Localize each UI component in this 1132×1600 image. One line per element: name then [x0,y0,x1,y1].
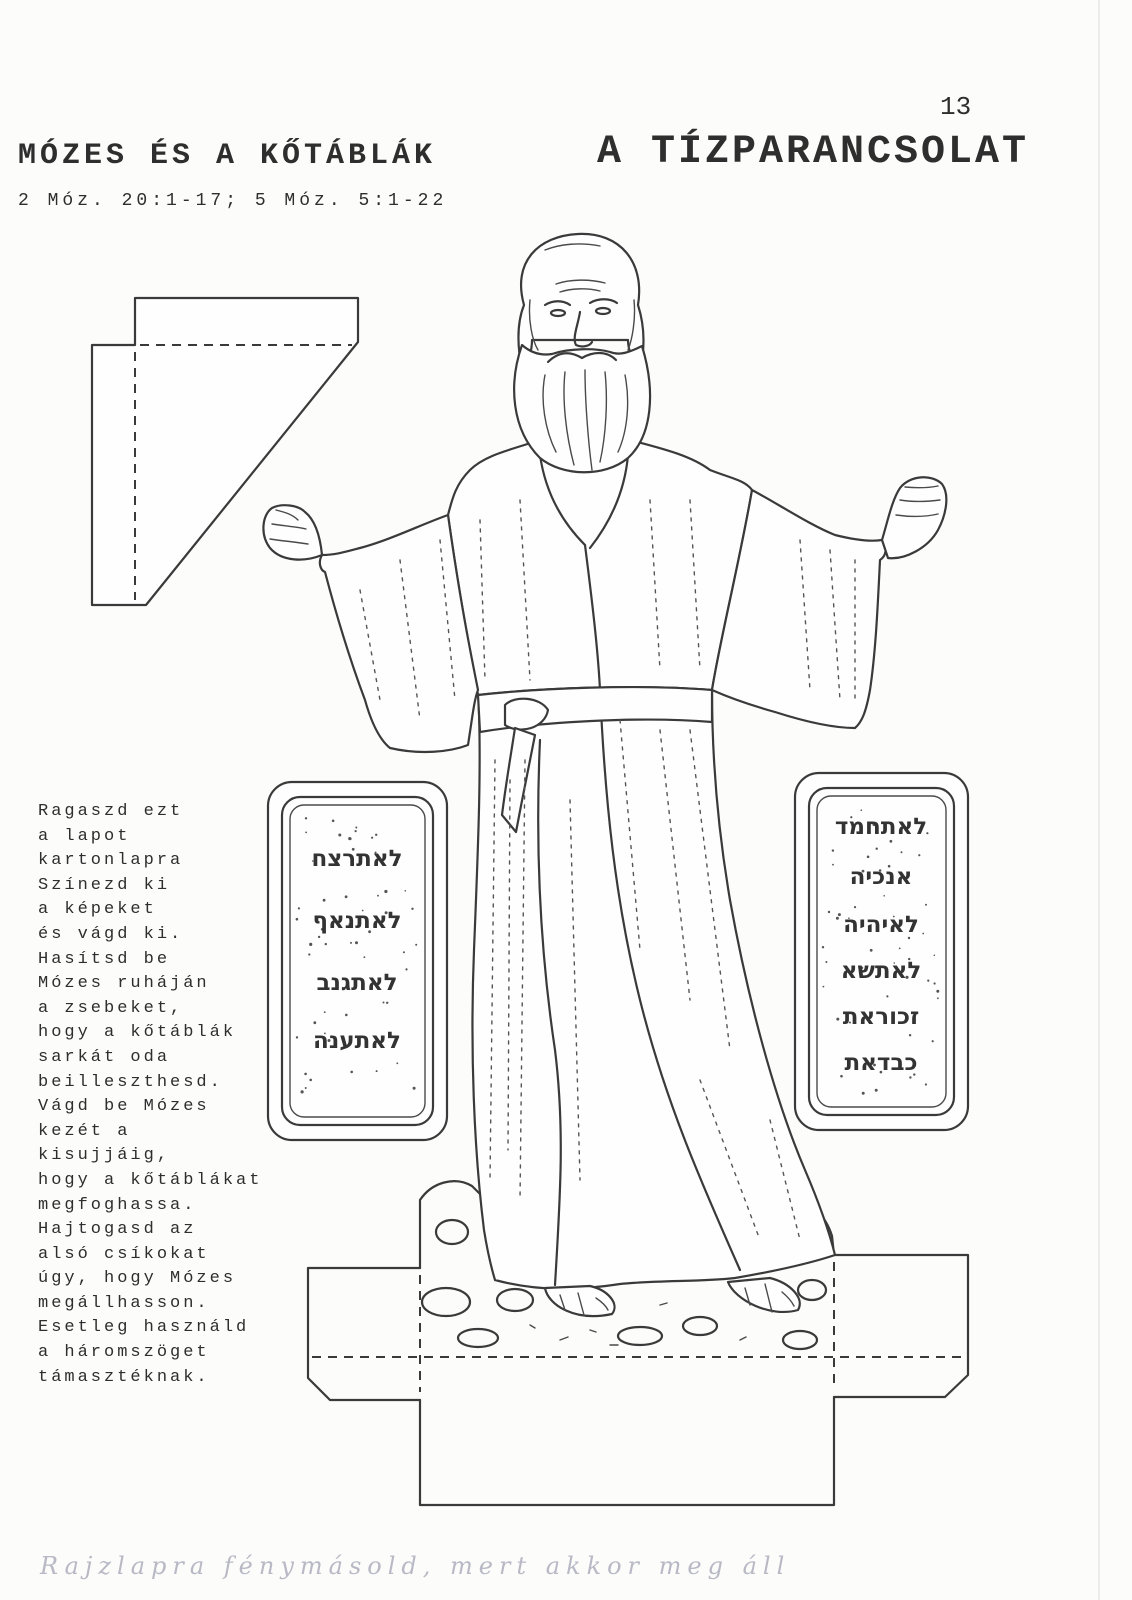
rock [798,1280,826,1300]
instruction-line: alsó csíkokat [38,1244,210,1264]
stipple-dot [861,809,863,811]
stipple-dot [332,820,335,823]
left-sleeve [320,515,478,752]
stipple-dot [338,834,341,837]
bottom-panel [420,1397,834,1505]
stipple-dot [375,834,377,836]
stipple-dot [937,997,939,999]
rock [458,1329,498,1347]
right-tablet-line-4: לאתשא [840,958,922,984]
right-tablet-line-2: אנכיה [849,864,913,890]
instruction-line: hogy a kőtáblák [38,1023,237,1043]
stipple-dot [899,948,901,950]
bible-reference: 2 Móz. 20:1-17; 5 Móz. 5:1-22 [18,191,448,211]
instruction-line: sarkát oda [38,1047,171,1067]
ground-outline-left [420,1181,482,1268]
instruction-line: úgy, hogy Mózes [38,1269,237,1289]
page-title: MÓZES ÉS A KŐTÁBLÁK [18,139,437,173]
stipple-dot [867,856,870,859]
stipple-dot [840,1075,843,1078]
stipple-dot [927,980,929,982]
stipple-dot [936,990,939,993]
stipple-dot [371,837,373,839]
left-tablet-line-2: לאתנאף [312,908,402,934]
instruction-line: kartonlapra [38,851,184,871]
stipple-dot [415,944,417,946]
instruction-line: Hajtogasd az [38,1220,197,1240]
stipple-dot [890,840,893,843]
stipple-dot [934,955,936,957]
instruction-line: Színezd ki [38,875,171,895]
instruction-line: a lapot [38,826,131,846]
stipple-dot [876,848,878,850]
stipple-dot [870,949,873,952]
left-fold-tab [308,1268,420,1400]
stipple-dot [309,943,312,946]
instruction-line: beilleszthesd. [38,1072,223,1092]
triangle-support-template [92,298,358,605]
stipple-dot [854,906,856,908]
stipple-dot [355,827,357,829]
stipple-dot [411,908,413,910]
instruction-line: Ragaszd ezt [38,802,184,821]
stipple-dot [828,911,830,913]
instruction-line: kezét a [38,1121,131,1141]
right-tablet-line-6: כבדאת [844,1050,918,1076]
stipple-dot [305,832,307,834]
left-tablet-line-3: לאתגנב [316,970,398,996]
stipple-dot [364,956,366,958]
instruction-line: és vágd ki. [38,924,184,944]
stipple-dot [925,904,927,906]
rock [683,1317,717,1335]
right-tablet-line-1: לאתחמד [834,814,928,840]
beard [514,345,650,472]
stipple-dot [925,1083,927,1085]
instruction-line: Mózes ruháján [38,974,210,994]
robe-upper [448,440,752,695]
right-tablet-line-5: זכוראת [842,1004,920,1030]
right-tablet-line-3: לאיהיה [843,912,919,938]
stipple-dot [405,968,407,970]
rock [618,1327,662,1345]
stipple-dot [296,918,299,921]
stipple-dot [875,1089,878,1092]
craft-instructions [38,800,262,1390]
right-stone-tablet [795,773,968,1130]
stipple-dot [309,1079,312,1082]
stipple-dot [384,890,387,893]
stipple-dot [932,1040,934,1042]
stipple-dot [886,995,888,997]
stand-base [308,1255,968,1505]
rock [422,1288,470,1316]
stipple-dot [825,961,827,963]
instruction-line: támasztéknak. [38,1367,210,1387]
stipple-dot [836,1018,839,1021]
stipple-dot [376,1070,378,1072]
stipple-dot [862,1092,865,1095]
rock [436,1220,468,1244]
stipple-dot [305,817,307,819]
section-title: A TÍZPARANCSOLAT [597,130,1030,175]
stipple-dot [922,933,924,935]
stipple-dot [883,895,885,897]
left-tablet-line-4: לאתענה [313,1028,401,1054]
stipple-dot [396,1062,398,1064]
stipple-dot [313,1021,316,1024]
instruction-line: Esetleg használd [38,1318,250,1338]
stipple-dot [345,895,348,898]
stipple-dot [298,907,300,909]
instruction-line: a képeket [38,900,157,920]
stipple-dot [403,951,405,953]
stipple-dot [350,1071,353,1074]
instruction-line: Vágd be Mózes [38,1097,210,1117]
instruction-line: a zsebeket, [38,998,184,1018]
instruction-line: megállhasson. [38,1293,210,1313]
instruction-line: kisujjáig, [38,1146,171,1166]
stipple-dot [355,830,357,832]
stipple-dot [386,1002,388,1004]
instruction-line: Hasítsd be [38,949,171,969]
right-hand [882,477,946,558]
stipple-dot [838,913,841,916]
handwritten-note: Rajzlapra fénymásold, mert akkor meg áll [40,1552,791,1580]
stipple-dot [832,849,834,851]
stipple-dot [836,917,839,920]
stipple-dot [823,986,825,988]
stipple-dot [324,1011,326,1013]
stipple-dot [301,1090,304,1093]
stipple-dot [934,982,936,984]
stipple-dot [325,943,327,945]
stipple-dot [413,1087,416,1090]
stipple-dot [832,864,834,866]
instruction-line: a háromszöget [38,1343,210,1363]
stipple-dot [350,942,352,944]
stipple-dot [323,899,326,902]
right-fold-tab [834,1255,968,1397]
page-number: 13 [940,92,972,122]
stipple-dot [345,1014,348,1017]
stipple-dot [383,1002,385,1004]
instruction-line: hogy a kőtáblákat [38,1170,263,1190]
left-stone-tablet [268,782,447,1140]
left-tablet-outer [268,782,447,1140]
stipple-dot [308,953,310,955]
stipple-dot [348,837,351,840]
stipple-dot [377,895,379,897]
stipple-dot [405,890,407,892]
right-sandal [728,1278,800,1312]
stipple-dot [909,1076,911,1078]
left-hand [263,505,322,559]
stipple-dot [305,1087,307,1089]
rock [497,1289,533,1311]
stipple-dot [355,941,358,944]
stipple-dot [822,946,824,948]
stipple-dot [318,936,320,938]
left-tablet-line-1: לאתרצח [311,846,403,872]
rock [783,1331,817,1349]
stipple-dot [304,1073,307,1076]
stipple-dot [901,851,903,853]
stipple-dot [918,854,920,856]
instruction-line: megfoghassa. [38,1195,197,1215]
stipple-dot [909,1034,911,1036]
stipple-dot [296,1036,298,1038]
